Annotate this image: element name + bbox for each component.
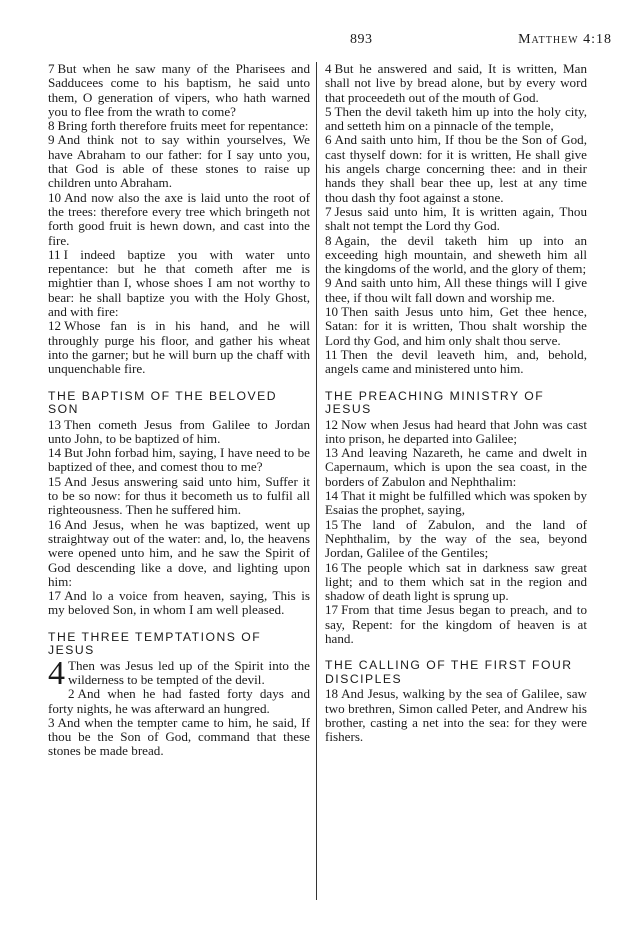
verse bbox=[48, 687, 310, 716]
verse-text: But John forbad him, saying, I have need to be baptized of thee, and comest thou to me? bbox=[48, 445, 310, 475]
verse bbox=[325, 205, 587, 234]
left-column bbox=[48, 62, 310, 759]
verse-text: The land of Zabulon, and the land of Nephthalim, by the way of the sea, beyond Jordan, Galilee of the Gentiles; bbox=[325, 516, 587, 561]
verse-text: That it might be fulfilled which was spoken by Esaias the prophet, saying, bbox=[325, 488, 587, 518]
section-heading-preaching: THE PREACHING MINISTRY OF JESUS bbox=[325, 388, 545, 417]
verse bbox=[325, 305, 587, 348]
section-heading-calling: THE CALLING OF THE FIRST FOUR DISCIPLES bbox=[325, 658, 573, 686]
verse-text: But when he saw many of the Pharisees and Sadducees come to his baptism, he said unto them, O generation of vipers, who hath warned you to flee from the wrath to come? bbox=[48, 61, 310, 119]
verse bbox=[48, 518, 310, 589]
verse-text: Now when Jesus had heard that John was cast into prison, he departed into Galilee; bbox=[325, 416, 587, 446]
verse-number: 16 bbox=[325, 559, 339, 575]
verse-number: 15 bbox=[48, 473, 62, 489]
verse-text: And leaving Nazareth, he came and dwelt in Capernaum, which is upon the sea coast, in the borders of Zabulon and Nephthalim: bbox=[325, 445, 587, 489]
verse bbox=[325, 105, 587, 134]
verse bbox=[48, 319, 310, 376]
verse-text: But he answered and said, It is written, Man shall not live by bread alone, but by every word that proceedeth out of the mouth of God. bbox=[325, 61, 587, 105]
verse-number: 17 bbox=[325, 602, 339, 618]
verse-number: 15 bbox=[325, 516, 339, 532]
verse bbox=[325, 348, 587, 377]
verse-number: 14 bbox=[325, 488, 339, 504]
verse bbox=[48, 119, 310, 133]
chapter-number: 4 bbox=[48, 654, 65, 692]
verse-text: I indeed baptize you with water unto repentance: but he that cometh after me is mightier than I, whose shoes I am not worthy to bear: he shall baptize you with the Holy Ghost, and with fire: bbox=[48, 246, 310, 320]
verse-text: Bring forth therefore fruits meet for repentance: bbox=[57, 118, 309, 134]
verse bbox=[325, 276, 587, 305]
page-number: 893 bbox=[350, 32, 373, 47]
verse bbox=[48, 589, 310, 618]
verse-number: 7 bbox=[48, 61, 55, 76]
verse-number: 13 bbox=[325, 445, 339, 461]
verse bbox=[325, 603, 587, 646]
verse-text: And think not to say within yourselves, We have Abraham to our father: for I say unto you, that God is able of these stones to raise up children unto Abraham. bbox=[48, 132, 310, 191]
verse-number: 13 bbox=[48, 416, 62, 432]
verse-text: And saith unto him, If thou be the Son of God, cast thyself down: for it is written, He shall give his angels charge concerning thee: and in their hands they shall bear thee up, lest at any time thou dash thy foot against a stone. bbox=[325, 132, 587, 205]
verse-text: And Jesus, walking by the sea of Galilee, saw two brethren, Simon called Peter, and Andrew his brother, casting a net into the sea: for they were fishers. bbox=[325, 686, 587, 745]
verse-group bbox=[48, 418, 310, 618]
right-column bbox=[325, 62, 587, 744]
verse bbox=[48, 133, 310, 190]
verse-group bbox=[325, 62, 587, 377]
verse-number: 10 bbox=[48, 189, 62, 205]
verse-number: 18 bbox=[325, 686, 339, 702]
verse-text: Then cometh Jesus from Galilee to Jordan unto John, to be baptized of him. bbox=[48, 416, 310, 446]
verse-number: 10 bbox=[325, 304, 339, 320]
verse bbox=[48, 62, 310, 119]
verse-number: 11 bbox=[325, 346, 338, 362]
chapter-opening-verse bbox=[48, 654, 310, 692]
verse-number: 9 bbox=[325, 275, 332, 291]
section-heading-baptism: THE BAPTISM OF THE BELOVED SON bbox=[48, 388, 278, 417]
verse-text: Jesus said unto him, It is written again, Thou shalt not tempt the Lord thy God. bbox=[325, 203, 587, 234]
verse-number: 7 bbox=[325, 203, 332, 219]
verse bbox=[48, 716, 310, 759]
verse-number: 3 bbox=[48, 714, 55, 730]
verse bbox=[48, 475, 310, 518]
column-divider bbox=[316, 62, 317, 900]
verse-text: And lo a voice from heaven, saying, This is my beloved Son, in whom I am well pleased. bbox=[48, 588, 310, 618]
verse-text: Then the devil taketh him up into the holy city, and setteth him on a pinnacle of the temple, bbox=[325, 103, 587, 134]
verse-text: Then saith Jesus unto him, Get thee hence, Satan: for it is written, Thou shalt worship the Lord thy God, and him only shalt thou serve. bbox=[325, 304, 587, 348]
verse-text: From that time Jesus began to preach, and to say, Repent: for the kingdom of heaven is at hand. bbox=[325, 602, 587, 646]
verse-text: And now also the axe is laid unto the root of the trees: therefore every tree which bringeth not forth good fruit is hewn down, and cast into the fire. bbox=[48, 189, 310, 248]
verse-number: 2 bbox=[68, 686, 75, 702]
verse-number: 4 bbox=[325, 61, 332, 76]
verse bbox=[325, 489, 587, 518]
verse bbox=[48, 191, 310, 248]
verse-group bbox=[325, 418, 587, 647]
verse-number: 17 bbox=[48, 588, 62, 604]
verse bbox=[325, 418, 587, 447]
section-heading-temptations: THE THREE TEMPTATIONS OF JESUS bbox=[48, 629, 262, 658]
verse bbox=[48, 418, 310, 447]
verse-text: Then was Jesus led up of the Spirit into the wilderness to be tempted of the devil. bbox=[68, 657, 310, 687]
verse-number: 11 bbox=[48, 246, 61, 262]
verse-text: Then the devil leaveth him, and, behold, angels came and ministered unto him. bbox=[325, 346, 587, 377]
verse bbox=[48, 248, 310, 319]
verse-text: And Jesus answering said unto him, Suffer it to be so now: for thus it becometh us to fulfil all righteousness. Then he suffered him. bbox=[48, 473, 310, 518]
verse-text: Again, the devil taketh him up into an exceeding high mountain, and sheweth him all the kingdoms of the world, and the glory of them; bbox=[325, 232, 587, 277]
verse-number: 9 bbox=[48, 132, 55, 148]
verse-number: 12 bbox=[325, 416, 339, 432]
verse-number: 14 bbox=[48, 445, 62, 461]
verse-number: 8 bbox=[325, 232, 332, 248]
verse bbox=[325, 518, 587, 561]
verse-number: 5 bbox=[325, 103, 332, 119]
verse-text: And when he had fasted forty days and forty nights, he was afterward an hungred. bbox=[48, 686, 310, 716]
verse-number: 6 bbox=[325, 132, 332, 148]
verse-number: 8 bbox=[48, 118, 55, 134]
verse-text: The people which sat in darkness saw great light; and to them which sat in the region and shadow of death light is sprung up. bbox=[325, 559, 587, 604]
verse-group bbox=[325, 687, 587, 744]
verse bbox=[325, 62, 587, 105]
verse bbox=[325, 687, 587, 744]
verse bbox=[48, 446, 310, 475]
verse bbox=[325, 561, 587, 604]
page-header bbox=[48, 32, 612, 56]
verse bbox=[325, 234, 587, 277]
verse-text: And Jesus, when he was baptized, went up straightway out of the water: and, lo, the heavens were opened unto him, and he saw the Spirit of God descending like a dove, and lighting upon him: bbox=[48, 516, 310, 589]
verse bbox=[325, 133, 587, 204]
verse bbox=[325, 446, 587, 489]
running-head: Matthew 4:18 bbox=[518, 32, 612, 47]
verse-text: Whose fan is in his hand, and he will throughly purge his floor, and gather his wheat into the garner; but he will burn up the chaff with unquenchable fire. bbox=[48, 318, 310, 377]
verse-text: And saith unto him, All these things will I give thee, if thou wilt fall down and worship me. bbox=[325, 275, 587, 305]
verse-group bbox=[48, 687, 310, 758]
verse-number: 12 bbox=[48, 318, 62, 334]
verse-number: 16 bbox=[48, 516, 62, 532]
verse-group bbox=[48, 62, 310, 377]
verse-text: And when the tempter came to him, he said, If thou be the Son of God, command that these stones be made bread. bbox=[48, 714, 310, 759]
